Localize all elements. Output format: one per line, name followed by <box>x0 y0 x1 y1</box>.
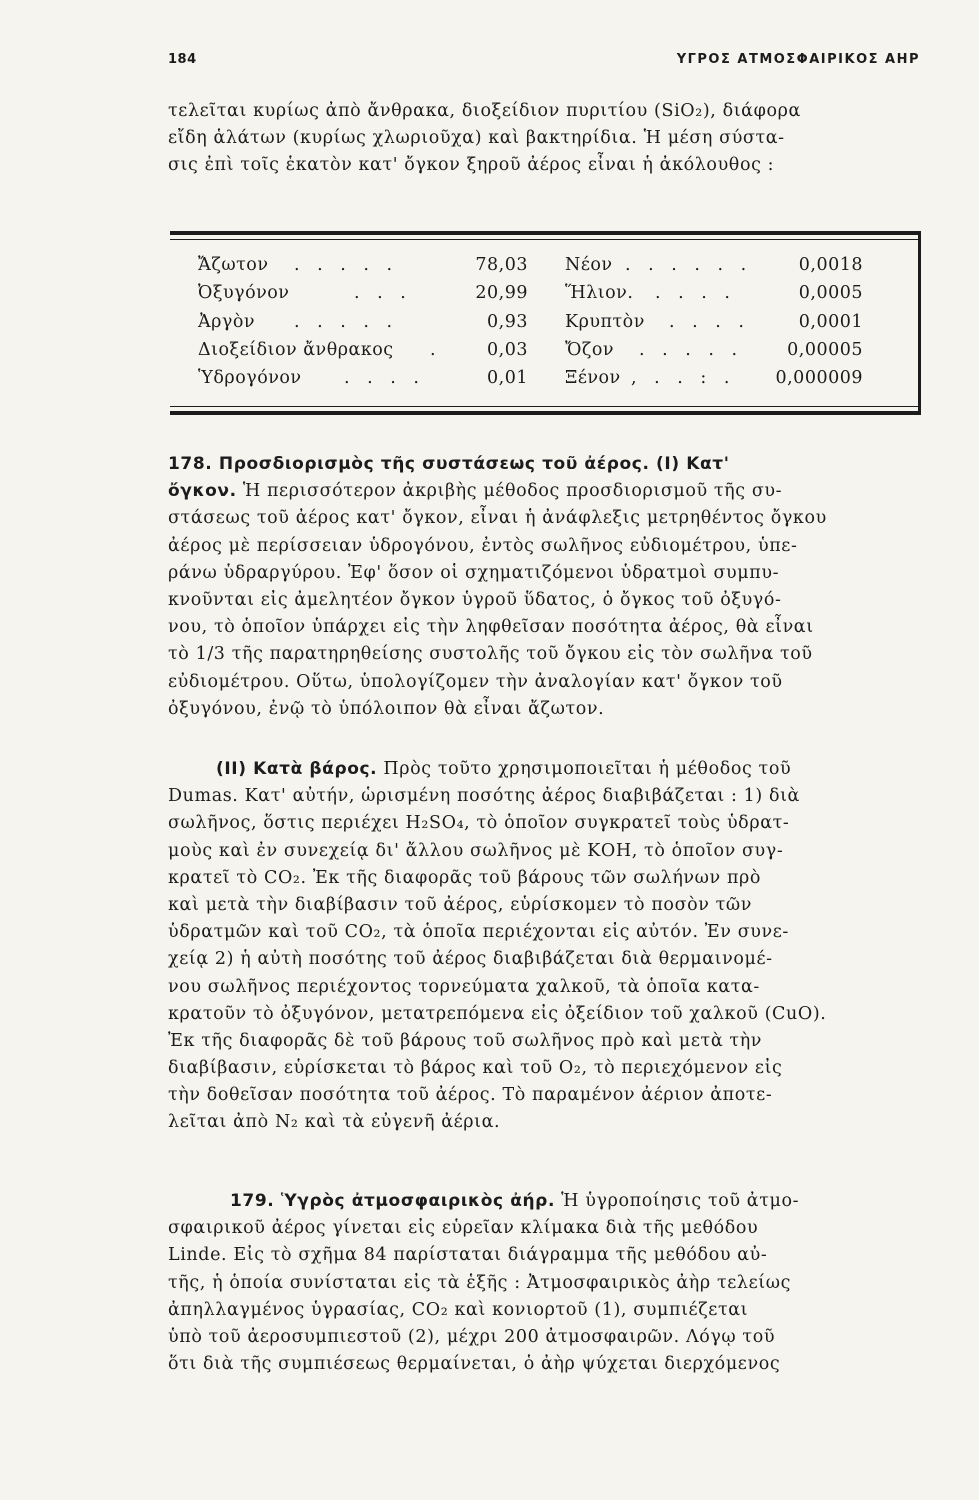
section-title: 178. Προσδιορισμὸς τῆς συστάσεως τοῦ ἀέρος. (Ι) Κατ' <box>168 454 730 474</box>
leader-dots: . . . . . <box>639 339 744 360</box>
gas-name: Ὄζον <box>565 339 615 360</box>
gas-name: Ξένον <box>565 368 621 389</box>
table-row <box>198 336 558 364</box>
gas-percentage: 0,0001 <box>798 311 863 332</box>
gas-name: Ἄζωτον <box>198 255 269 275</box>
leader-dots: . . . . . <box>294 255 399 275</box>
table-column-left <box>198 251 558 392</box>
text-line <box>168 478 920 505</box>
text-line: τῆς, ἡ ὁποία συνίσταται εἰς τὰ ἑξῆς : Ἀτμοσφαιρικὸς ἀὴρ τελείως <box>168 1272 791 1293</box>
text-line: ράνω ὑδραργύρου. Ἐφ' ὅσον οἱ σχηματιζόμενοι ὑδρατμοὶ συμπυ- <box>168 562 780 583</box>
text-line: εἴδη ἁλάτων (κυρίως χλωριοῦχα) καὶ βακτηρίδια. Ἡ μέση σύστα- <box>168 128 785 149</box>
text-line: σωλῆνος, ὅστις περιέχει H₂SO₄, τὸ ὁποῖον συγκρατεῖ τοὺς ὑδρατ- <box>168 813 790 834</box>
text-line <box>168 1188 920 1215</box>
text-line: κνοῦνται εἰς ἀμελητέον ὄγκον ὑγροῦ ὕδατος, ὁ ὄγκος τοῦ ὀξυγό- <box>168 589 782 610</box>
text-line: λεῖται ἀπὸ N₂ καὶ τὰ εὐγενῆ ἀέρια. <box>168 1112 501 1133</box>
leader-dots: . <box>430 339 442 360</box>
page-header <box>168 52 920 76</box>
text-line: τὴν δοθεῖσαν ποσότητα τοῦ ἀέρος. Τὸ παραμένον ἀέριον ἀποτε- <box>168 1085 773 1106</box>
section-title: 179. Ὑγρὸς ἀτμοσφαιρικὸς ἀήρ. <box>230 1191 556 1211</box>
leader-dots: . . . . <box>669 311 750 332</box>
leader-dots: . . . . . . <box>625 255 753 275</box>
gas-percentage: 0,01 <box>487 368 528 389</box>
text-line: ὀξυγόνου, ἐνῷ τὸ ὑπόλοιπον θὰ εἶναι ἄζωτον. <box>168 698 605 719</box>
text-fragment: Ἡ ὑγροποίησις τοῦ ἀτμο- <box>555 1191 800 1211</box>
gas-percentage: 0,93 <box>487 311 528 332</box>
text-line: διαβίβασιν, εὑρίσκεται τὸ βάρος καὶ τοῦ O₂, τὸ περιεχόμενον εἰς <box>168 1058 783 1079</box>
text-line: σφαιρικοῦ ἀέρος γίνεται εἰς εὑρεῖαν κλίμακα διὰ τῆς μεθόδου <box>168 1218 759 1239</box>
text-line: εὐδιομέτρου. Οὕτω, ὑπολογίζομεν τὴν ἀναλογίαν κατ' ὄγκον τοῦ <box>168 671 783 692</box>
table-row <box>198 279 558 307</box>
text-line: κρατεῖ τὸ CO₂. Ἐκ τῆς διαφορᾶς τοῦ βάρους τῶν σωλήνων πρὸ <box>168 867 762 888</box>
table-column-right <box>565 251 865 392</box>
text-line <box>168 756 920 783</box>
table-row <box>198 308 558 336</box>
gas-percentage: 0,000009 <box>775 368 863 389</box>
section-179 <box>168 1188 920 1378</box>
text-line: Dumas. Κατ' αὐτήν, ὡρισμένη ποσότης ἀέρος διαβιβάζεται : 1) διὰ <box>168 786 800 807</box>
gas-percentage: 20,99 <box>475 283 528 304</box>
section-heading <box>168 451 920 478</box>
gas-percentage: 78,03 <box>475 255 528 275</box>
gas-name: Ἥλιον. <box>565 283 634 304</box>
text-line: ἀπηλλαγμένος ὑγρασίας, CO₂ καὶ κονιορτοῦ (1), συμπιέζεται <box>168 1299 749 1320</box>
text-line: ἀέρος μὲ περίσσειαν ὑδρογόνου, ἐντὸς σωλῆνος εὐδιομέτρου, ὑπε- <box>168 535 798 556</box>
table-row <box>565 364 865 392</box>
text-line: τελεῖται κυρίως ἀπὸ ἄνθρακα, διοξείδιον πυριτίου (SiO₂), διάφορα <box>168 101 801 121</box>
text-line: κρατοῦν τὸ ὀξυγόνον, μετατρεπόμενα εἰς ὀξείδιον τοῦ χαλκοῦ (CuO). <box>168 1003 827 1024</box>
gas-percentage: 0,03 <box>487 339 528 360</box>
gas-name: Ὑδρογόνον <box>198 368 302 389</box>
intro-paragraph <box>168 98 920 180</box>
leader-dots: . . . . <box>344 368 425 389</box>
text-line: ὑδρατμῶν καὶ τοῦ CO₂, τὰ ὁποῖα περιέχονται εἰς αὐτόν. Ἐν συνε- <box>168 922 789 943</box>
section-title: (ΙΙ) Κατὰ βάρος. <box>216 759 378 779</box>
text-line: νου, τὸ ὁποῖον ὑπάρχει εἰς τὴν ληφθεῖσαν ποσότητα ἀέρος, θὰ εἶναι <box>168 617 814 638</box>
table-row <box>565 279 865 307</box>
table-row <box>565 336 865 364</box>
section-subtitle: ὄγκον. <box>168 481 237 502</box>
gas-name: Νέον <box>565 255 613 275</box>
air-composition-table <box>170 231 921 415</box>
gas-name: Διοξείδιον ἄνθρακος <box>198 339 394 360</box>
table-row <box>565 308 865 336</box>
leader-dots: , . . : . <box>631 368 736 389</box>
text-fragment: Ἡ περισσότερον ἀκριβὴς μέθοδος προσδιορισμοῦ τῆς συ- <box>236 481 783 502</box>
page-number: 184 <box>168 52 197 67</box>
section-178 <box>168 451 920 723</box>
text-line: Ἐκ τῆς διαφορᾶς δὲ τοῦ βάρους τοῦ σωλῆνος πρὸ καὶ μετὰ τὴν <box>168 1030 763 1051</box>
gas-percentage: 0,0005 <box>798 283 863 304</box>
text-line: στάσεως τοῦ ἀέρος κατ' ὄγκον, εἶναι ἡ ἀνάφλεξις μετρηθέντος ὄγκου <box>168 508 827 529</box>
gas-name: Ἀργὸν <box>198 311 256 332</box>
leader-dots: . . . . . <box>294 311 399 332</box>
text-line: νου σωλῆνος περιέχοντος τορνεύματα χαλκοῦ, τὰ ὁποῖα κατα- <box>168 976 760 997</box>
table-row <box>198 251 558 279</box>
text-line: μοὺς καὶ ἐν συνεχείᾳ δι' ἄλλου σωλῆνος μὲ ΚΟΗ, τὸ ὁποῖον συγ- <box>168 840 784 861</box>
text-line: ὅτι διὰ τῆς συμπιέσεως θερμαίνεται, ὁ ἀὴρ ψύχεται διερχόμενος <box>168 1354 781 1375</box>
text-fragment: Πρὸς τοῦτο χρησιμοποιεῖται ἡ μέθοδος τοῦ <box>377 759 792 779</box>
leader-dots: . . . . <box>655 283 736 304</box>
section-by-weight <box>168 756 920 1137</box>
table-row <box>198 364 558 392</box>
text-line: ὑπὸ τοῦ ἀεροσυμπιεστοῦ (2), μέχρι 200 ἀτμοσφαιρῶν. Λόγῳ τοῦ <box>168 1326 776 1347</box>
gas-name: Κρυπτὸν <box>565 311 645 332</box>
text-line: τὸ 1/3 τῆς παρατηρηθείσης συστολῆς τοῦ ὄγκου εἰς τὸν σωλῆνα τοῦ <box>168 644 813 665</box>
table-row <box>565 251 865 279</box>
gas-percentage: 0,0018 <box>798 255 863 275</box>
gas-percentage: 0,00005 <box>787 339 863 360</box>
text-line: καὶ μετὰ τὴν διαβίβασιν τοῦ ἀέρος, εὑρίσκομεν τὸ ποσὸν τῶν <box>168 894 753 915</box>
text-line: χείᾳ 2) ἡ αὐτὴ ποσότης τοῦ ἀέρος διαβιβάζεται διὰ θερμαινομέ- <box>168 949 773 970</box>
text-line: Linde. Εἰς τὸ σχῆμα 84 παρίσταται διάγραμμα τῆς μεθόδου αὐ- <box>168 1245 768 1266</box>
leader-dots: . . . <box>354 283 412 304</box>
gas-name: Ὀξυγόνον <box>198 283 290 304</box>
text-line: σις ἐπὶ τοῖς ἑκατὸν κατ' ὄγκον ξηροῦ ἀέρος εἶναι ἡ ἀκόλουθος : <box>168 155 775 176</box>
running-title: ΥΓΡΟΣ ΑΤΜΟΣΦΑΙΡΙΚΟΣ ΑΗΡ <box>676 52 920 67</box>
